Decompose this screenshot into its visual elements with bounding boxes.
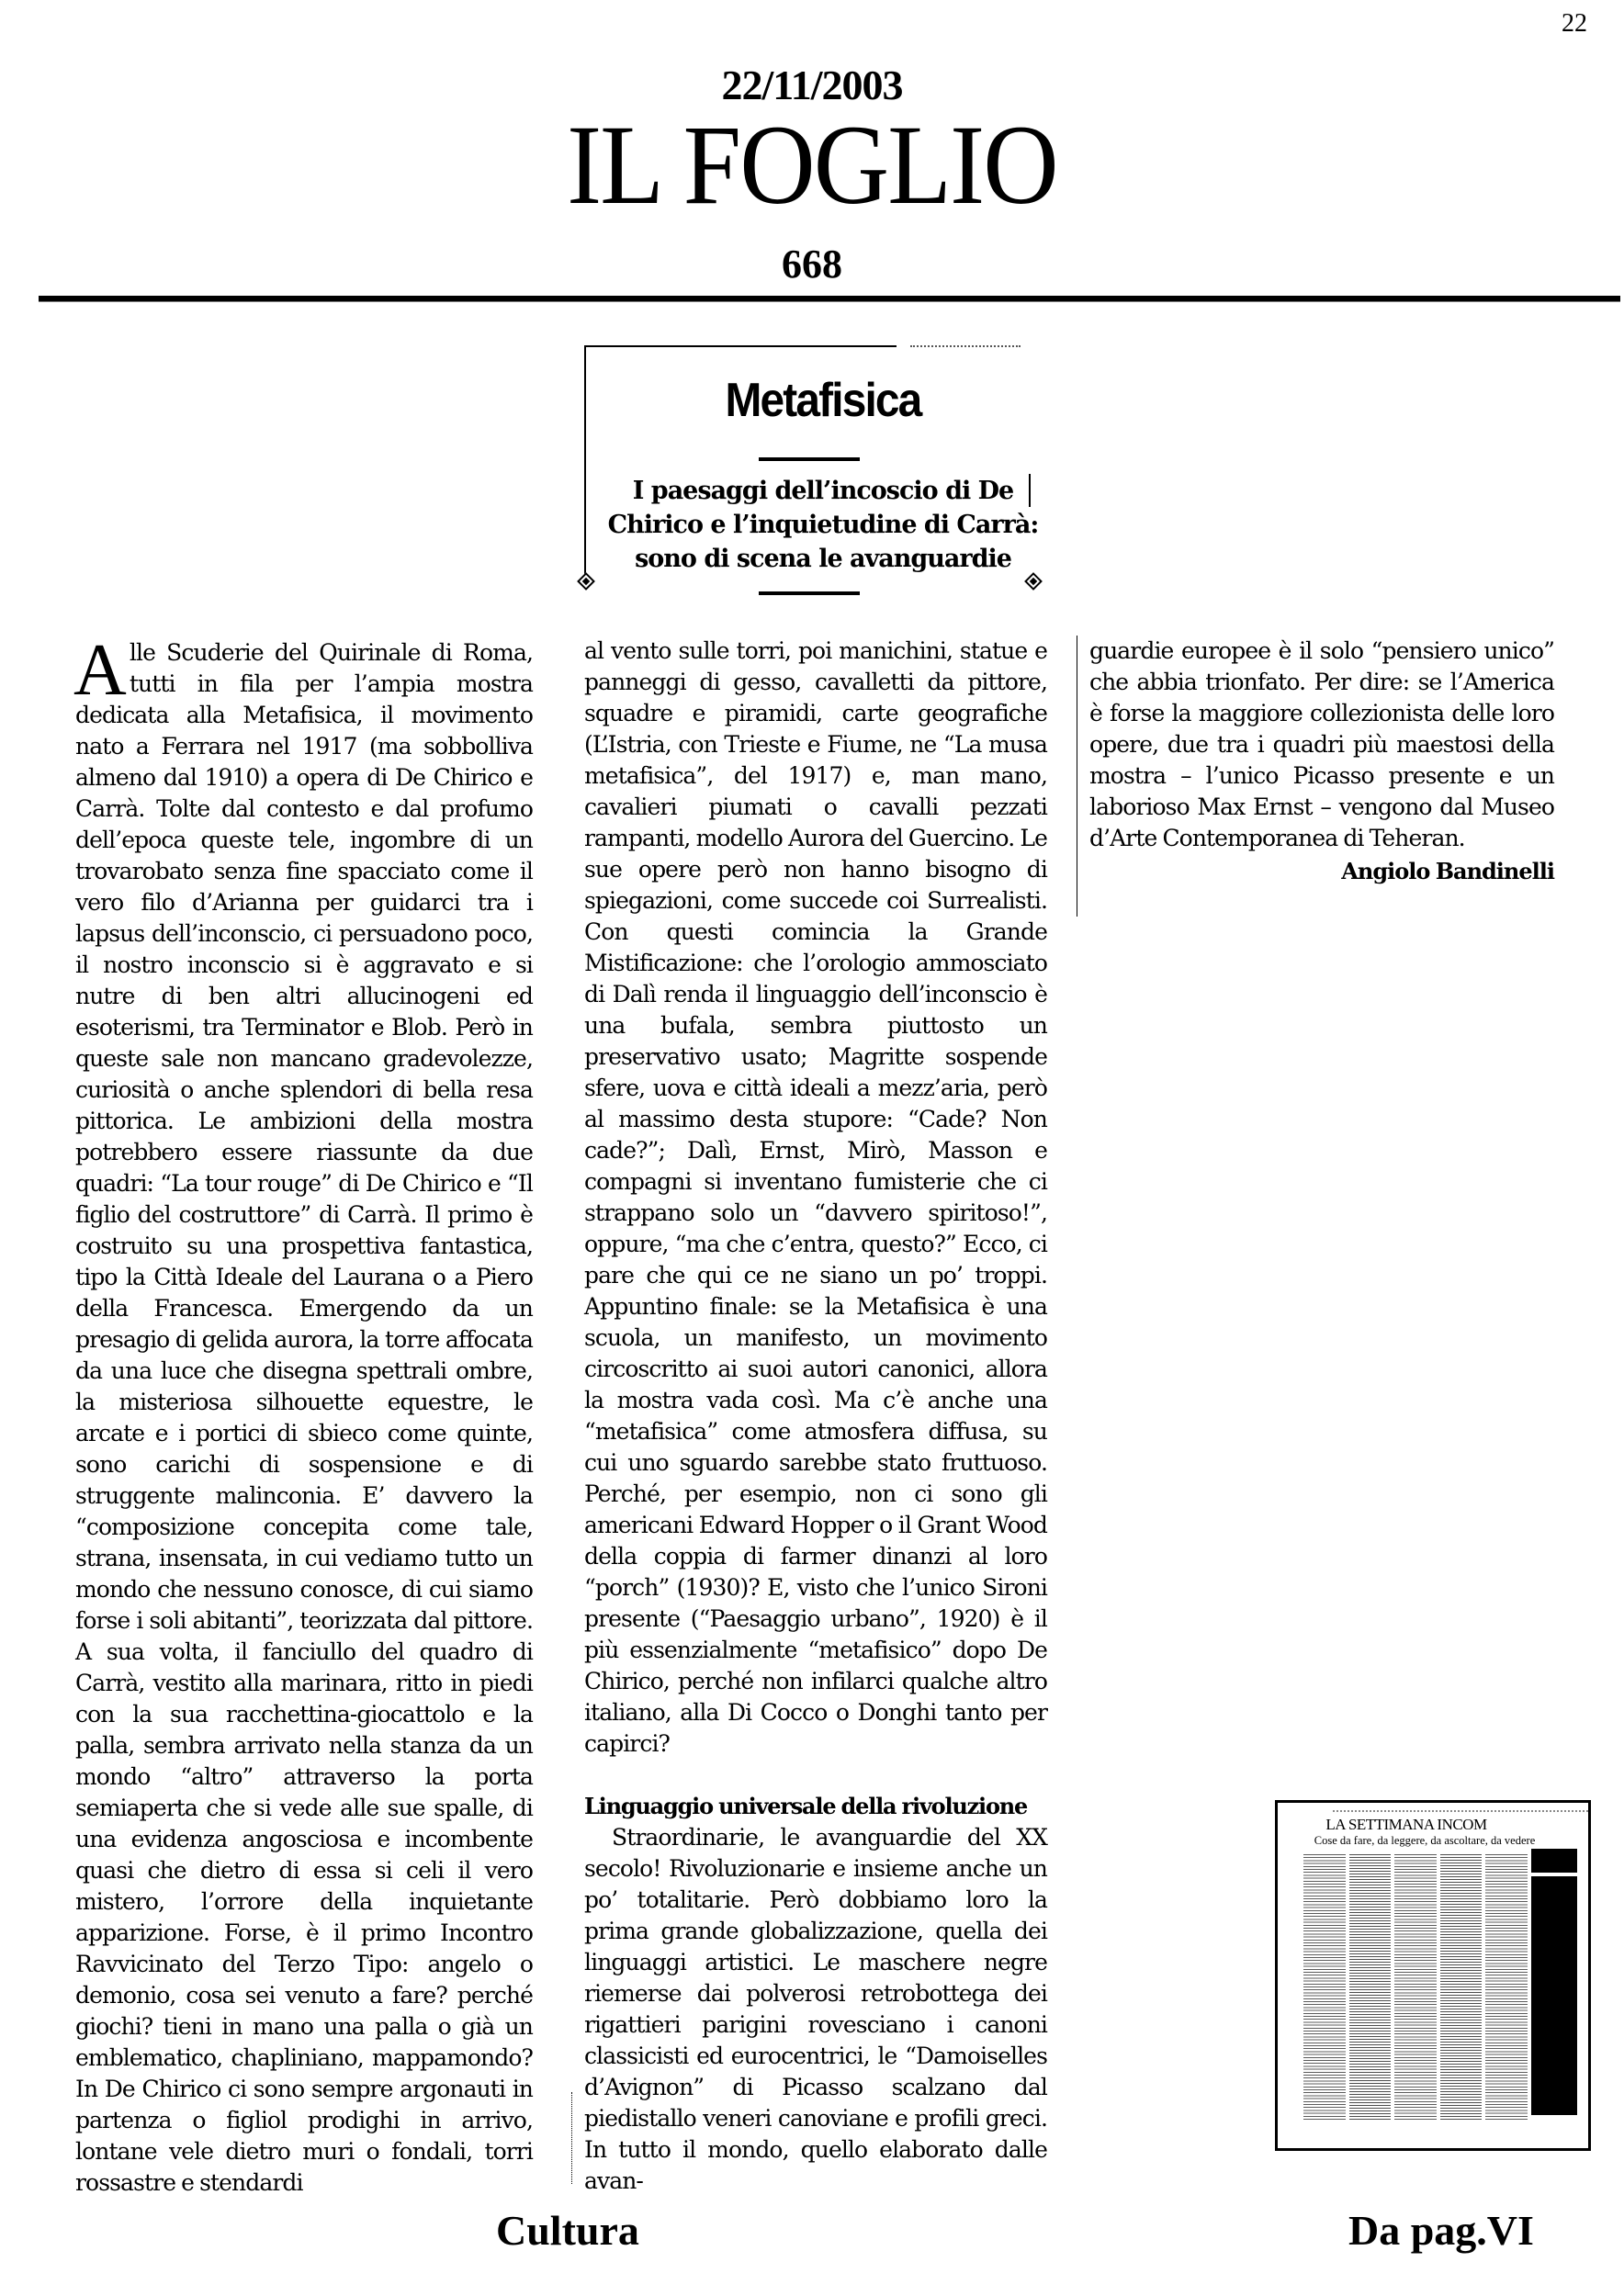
article-column-1 xyxy=(73,630,533,2199)
kicker-rule xyxy=(759,457,860,461)
page-number: 22 xyxy=(1562,9,1587,38)
thumbnail-column xyxy=(1440,1854,1483,2121)
masthead-date: 22/11/2003 xyxy=(721,62,903,108)
thumbnail-column xyxy=(1485,1854,1528,2121)
thumbnail-column xyxy=(1394,1854,1437,2121)
article-paragraph: Straordinarie, le avanguardie del XX secolo! Rivoluzionarie e insieme anche un po’ totalitarie. Però dobbiamo loro la prima grande globalizzazione, quella dei linguaggi artistici. Le maschere negre riemerse dai polverosi retrobottega dei rigattieri parigini rovesciano i canoni classicisti ed eurocentrici, le “Damoiselles d’Avignon” di Picasso scalzano dal piedistallo veneri canoviane e profili greci. In tutto il mondo, quello elaborato dalle avan- xyxy=(584,1824,1047,2194)
box-border-top xyxy=(584,345,897,347)
article-byline: Angiolo Bandinelli xyxy=(1341,858,1554,884)
article-column-3 xyxy=(1089,636,1554,887)
masthead-title: IL FOGLIO xyxy=(567,102,1057,228)
article-paragraph: al vento sulle torri, poi manichini, statue e panneggi di gesso, cavalletti da pittore, squadre e piramidi, carte geografiche (L’Istria, con Trieste e Fiume, ne “La musa metafisica”, del 1917) e, man mano, cavalieri piumati o cavalli pezzati rampanti, modello Aurora del Guercino. Le sue opere però non hanno bisogno di spiegazioni, come succede coi Surrealisti. Con questi comincia la Grande Mistificazione: che l’orologio ammosciato di Dalì renda il linguaggio dell’inconscio è una bufala, sembra piuttosto un preservativo usato; Magritte sospende sfere, uova e città ideali a mezz’aria, però al massimo desta stupore: “Cade? Non cade?”; Dalì, Ernst, Mirò, Masson e compagni si inventano fumisterie che ci strappano solo un “davvero spiritoso!”, oppure, “ma che c’entra, questo?” Ecco, ci pare che qui ce ne siano un po’ troppi. Appuntino finale: se la Metafisica è una scuola, un manifesto, un movimento circoscritto ai suoi autori canonici, allora la mostra vada così. Ma c’è anche una “metafisica” come atmosfera diffusa, su cui uno sguardo sarebbe stato fruttuoso. Perché, per esempio, non ci sono gli americani Edward Hopper o il Grant Wood della coppia di farmer dinanzi al loro “porch” (1930)? E, visto che l’unico Sironi presente (“Paesaggio urbano”, 1920) è il più essenzialmente “metafisico” dopo De Chirico, perché non infilarci qualche altro italiano, alla Di Cocco o Donghi tanto per capirci? xyxy=(584,637,1047,1757)
subheadline-line: I paesaggi dell’incoscio di De xyxy=(632,477,1014,505)
article-paragraph xyxy=(73,630,533,2199)
source-page-thumbnail xyxy=(1275,1800,1591,2151)
footer-source-page: Da pag.VI xyxy=(1348,2207,1534,2254)
article-column-2 xyxy=(584,636,1047,2197)
headline-box xyxy=(584,345,1062,586)
masthead-rule xyxy=(39,296,1620,302)
thumbnail-title: LA SETTIMANA INCOM xyxy=(1325,1816,1487,1833)
thumbnail-text-columns xyxy=(1303,1854,1528,2121)
dropcap: A xyxy=(73,630,126,711)
section-kicker: Metafisica xyxy=(725,374,921,427)
subheadline-rule xyxy=(759,591,860,595)
footer-section-label: Cultura xyxy=(496,2207,639,2254)
article-paragraph: guardie europee è il solo “pensiero unico” che abbia trionfato. Per dire: se l’America è forse la maggiore collezionista delle loro opere, due tra i quadri più maestosi della mostra – l’unico Picasso presente e un laborioso Max Ernst – vengono dal Museo d’Arte Contemporanea di Teheran. xyxy=(1089,637,1554,851)
article-subheadline xyxy=(584,474,1062,576)
thumbnail-column xyxy=(1349,1854,1392,2121)
thumbnail-black-block xyxy=(1531,1876,1577,2115)
subheadline-line: sono di scena le avanguardie xyxy=(635,545,1011,573)
column-divider xyxy=(571,2092,573,2184)
subsection-title: Linguaggio universale della rivoluzione xyxy=(584,1793,1028,1819)
thumbnail-column xyxy=(1303,1854,1346,2121)
column-1-text: lle Scuderie del Quirinale di Roma, tutti in fila per l’ampia mostra dedicata alla Metafisica, il movimento nato a Ferrara nel 1917 (ma sobbolliva almeno dal 1910) a opera di De Chirico e Carrà. Tolte dal contesto e dal profumo dell’epoca queste tele, ingombre di un trovarobato senza fine spacciato come il vero filo d’Arianna per guidarci tra i lapsus dell’inconscio, ci persuadono poco, il nostro inconscio si è aggravato e si nutre di ben altri allucinogeni ed esoterismi, tra Terminator e Blob. Però in queste sale non mancano gradevolezze, curiosità o anche splendori di bella resa pittorica. Le ambizioni della mostra potrebbero essere riassunte da due quadri: “La tour rouge” di De Chirico e “Il figlio del costruttore” di Carrà. Il primo è costruito su una prospettiva fantastica, tipo la Città Ideale del Laurana o a Piero della Francesca. Emergendo da un presagio di gelida aurora, la torre affocata da una luce che disegna spettrali ombre, la misteriosa silhouette equestre, le arcate e i portici di sbieco come quinte, sono carichi di sospensione e di struggente malinconia. E’ davvero la “composizione concepita come tale, strana, insensata, in cui vediamo tutto un mondo che nessuno conosce, di cui siamo forse i soli abitanti”, teorizzata dal pittore. A sua volta, il fanciullo del quadro di Carrà, vestito alla marinara, ritto in piedi con la sua racchettina-giocattolo e la palla, sembra arrivato nella stanza da un mondo “altro” attraverso la porta semiaperta che si vede alle sue spalle, di una evidenza angosciosa e incombente quasi che dietro di essa si celi il vero mistero, l’orrore della inquietante apparizione. Forse, è il primo Incontro Ravvicinato del Terzo Tipo: angelo o demonio, cosa sei venuto a fare? perché giochi? tieni in mano una palla o già un emblematico, chapliniano, mappamondo? In De Chirico ci sono sempre argonauti in partenza o figliol prodighi in arrivo, lontane vele dietro muri o fondali, torri rossastre e stendardi xyxy=(75,639,533,2196)
thumbnail-subtitle: Cose da fare, da leggere, da ascoltare, da vedere xyxy=(1314,1834,1536,1847)
masthead-issue-number: 668 xyxy=(782,242,842,287)
box-border-top-dashed xyxy=(910,345,1021,347)
subheadline-line: Chirico e l’inquietudine di Carrà: xyxy=(607,511,1039,539)
thumbnail-black-block xyxy=(1531,1849,1577,1873)
